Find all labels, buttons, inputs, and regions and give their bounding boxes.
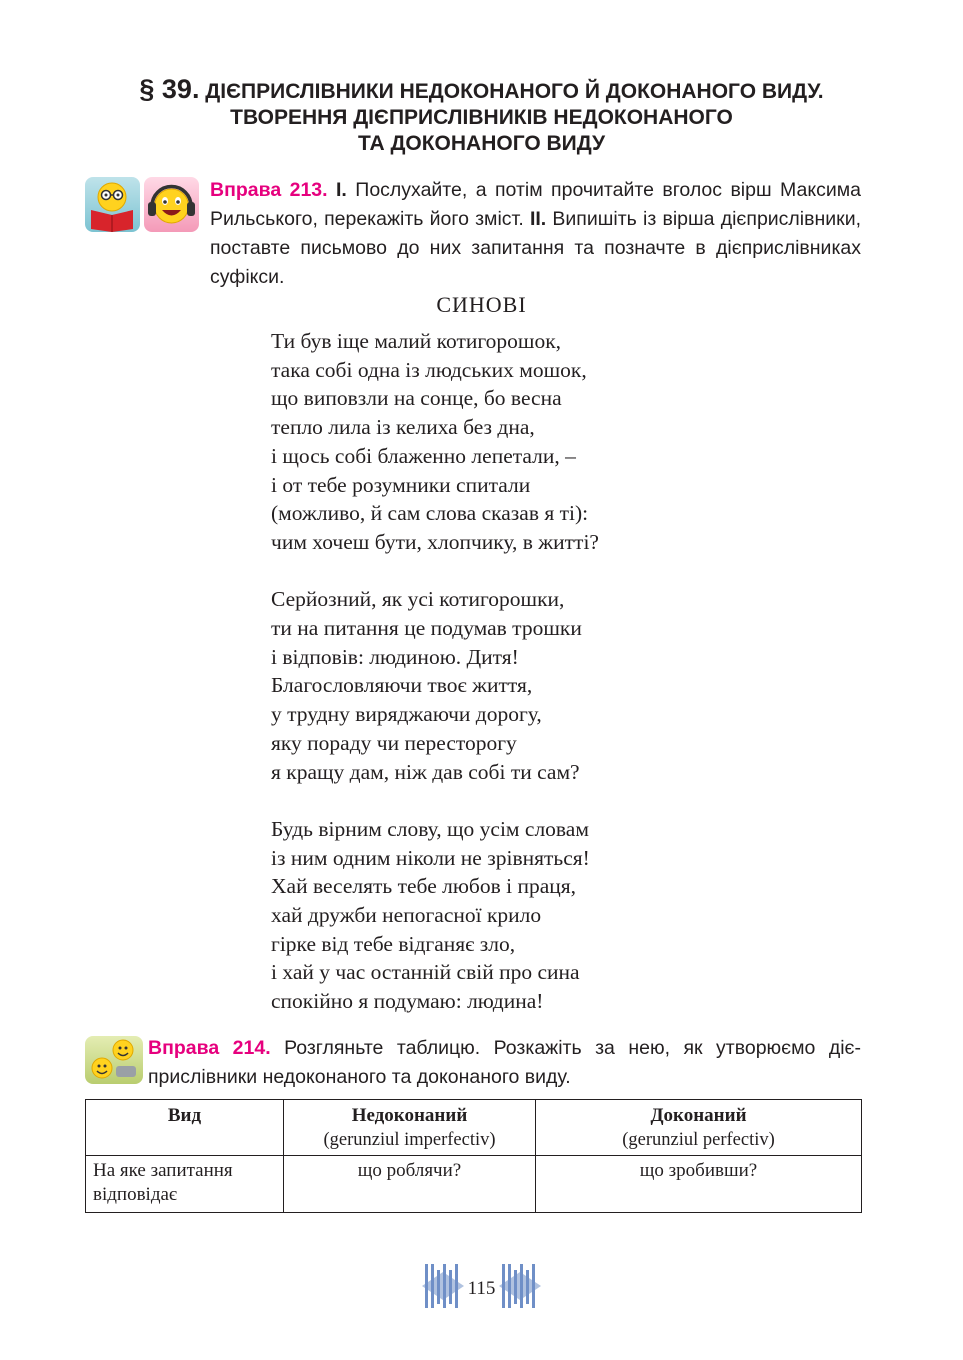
poem-line: і от тебе розумники спитали (271, 472, 531, 497)
poem-line: і хай у час останній свій про сина (271, 960, 580, 985)
poem-line: Будь вірним слову, що усім словам (271, 816, 589, 841)
poem-line: чим хочеш бути, хлопчику, в житті? (271, 529, 599, 554)
table-header-cell (284, 1100, 536, 1156)
exercise-214-label: Вправа 214. (148, 1037, 271, 1059)
poem-line: (можливо, й сам слова сказав я ті): (271, 501, 589, 526)
page-number: 115 (467, 1277, 496, 1299)
poem-line: Благословляючи твоє життя, (271, 673, 533, 698)
exercise-214-text (148, 1034, 861, 1092)
poem-line: я кращу дам, ніж дав собі ти сам? (271, 759, 580, 784)
table-header-cell (86, 1100, 284, 1156)
table-header-row (86, 1100, 862, 1156)
reading-smiley-icon (85, 177, 140, 232)
section-heading (60, 76, 903, 157)
part-2-text: Випишіть із вірша дієприслівники, поставте письмово до них запитання та позначте в дієприслівниках суфікси. (210, 208, 861, 288)
poem-line: Серйозний, як усі котигорошки, (271, 587, 565, 612)
poem-line: яку пораду чи пересторогу (271, 730, 517, 755)
heading-text-1: ДІЄПРИСЛІВНИКИ НЕДОКОНАНОГО Й ДОКОНАНОГО ВИДУ. (205, 80, 824, 103)
poem-line: гірке від тебе відганяє зло, (271, 931, 516, 956)
poem-line: Ти був іще малий котигорошок, (271, 329, 562, 353)
page-footer (0, 1262, 963, 1315)
header-main: Вид (167, 1105, 202, 1126)
gerund-table (85, 1099, 862, 1213)
exercise-213-icons (85, 177, 199, 232)
poem-line: і відповів: людиною. Дитя! (271, 644, 519, 669)
header-main: Недоконаний (351, 1105, 468, 1126)
table-cell: На яке запитання відповідає (86, 1156, 284, 1213)
table-cell: що зробивши? (536, 1156, 862, 1213)
table-row (86, 1156, 862, 1213)
section-number: § 39. (139, 74, 200, 104)
heading-line-3: ТА ДОКОНАНОГО ВИДУ (357, 132, 606, 155)
part-2-marker: II. (529, 208, 547, 230)
poem-line: і щось собі блаженно лепетали, – (271, 443, 576, 468)
poem-line: спокійно я подумаю: людина! (271, 989, 544, 1014)
poem-title: СИНОВІ (436, 292, 527, 317)
header-main: Доконаний (650, 1105, 747, 1126)
poem-line: хай дружби непогасної крило (271, 903, 542, 928)
table-header-cell (536, 1100, 862, 1156)
discussion-smileys-icon (85, 1036, 143, 1084)
embroidery-ornament-icon (422, 1262, 464, 1315)
poem (271, 327, 599, 1016)
poem-stanza-3 (271, 815, 599, 1016)
poem-stanza-2 (271, 585, 599, 786)
poem-line: із ним одним ніколи не зрівняться! (271, 845, 590, 870)
poem-stanza-1 (271, 327, 599, 557)
header-sub: (gerunziul imperfectiv) (323, 1130, 496, 1150)
embroidery-ornament-icon (499, 1262, 541, 1315)
part-1-text: Послухайте, а потім прочитайте вголос вірш Максима Рильського, перекажіть його зміст. (210, 179, 862, 230)
poem-line: ти на питання це подумав трошки (271, 616, 582, 641)
header-sub: (gerunziul perfectiv) (622, 1130, 775, 1150)
exercise-213-label: Вправа 213. (210, 179, 328, 201)
poem-line: тепло лила із келиха без дна, (271, 415, 535, 440)
heading-line-1 (60, 76, 903, 105)
poem-line: така собі одна із людських мошок, (271, 357, 587, 382)
exercise-214-body: Розгляньте таблицю. Розкажіть за нею, як утворюємо дієприслівники недоконаного та доконаного виду. (148, 1037, 862, 1088)
table-cell: що роблячи? (284, 1156, 536, 1213)
part-1-marker: I. (336, 179, 347, 201)
poem-line: у трудну виряджаючи дорогу, (271, 702, 542, 727)
poem-line: що виповзли на сонце, бо весна (271, 386, 562, 411)
headphones-smiley-icon (144, 177, 199, 232)
poem-line: Хай веселять тебе любов і праця, (271, 874, 577, 899)
exercise-214-icons (85, 1036, 143, 1084)
heading-line-2: ТВОРЕННЯ ДІЄПРИСЛІВНИКІВ НЕДОКОНАНОГО (230, 106, 733, 129)
exercise-213-text (210, 176, 861, 292)
